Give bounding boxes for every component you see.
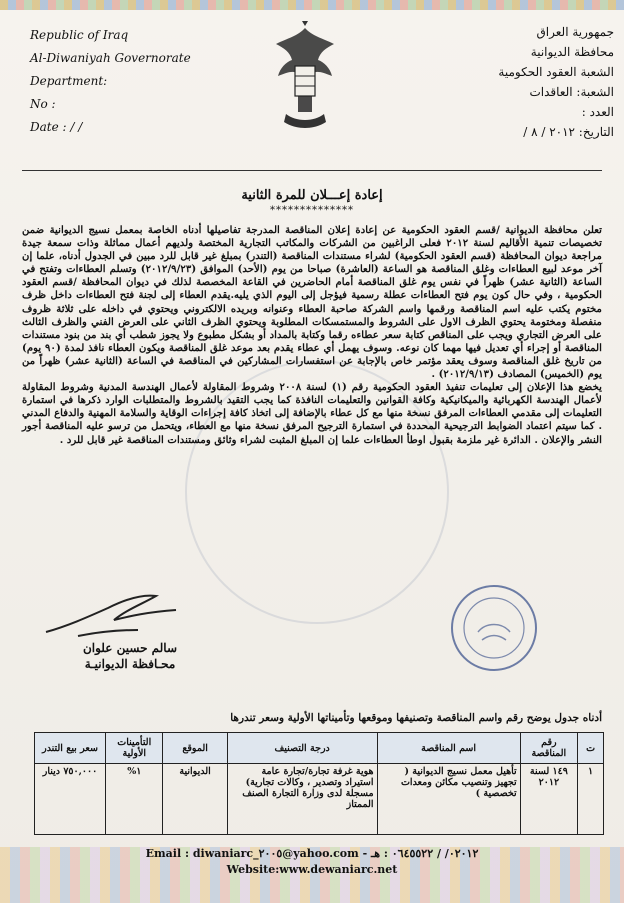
republic-en: Republic of Iraq [30,28,129,42]
tender-table [34,732,604,835]
table-header-row [35,733,604,764]
department-label: Department: [30,74,108,88]
number-label-en: No : [30,97,56,111]
header-classification: درجة التصنيف [227,733,377,764]
table-row [35,764,604,835]
table-intro: أدناه جدول يوضح رقم واسم المناقصة وتصنيفها وموقعها وتأميناتها الأولية وسعر تندرها [230,712,602,724]
republic-ar: جمهورية العراق [536,25,614,39]
cell-seq: ١ [578,764,604,835]
announcement-title: إعادة إعـــلان للمرة الثانية [241,188,383,203]
body-paragraph-2: يخضع هذا الإعلان إلى تعليمات تنفيذ العقود الحكومية رقم (١) لسنة ٢٠٠٨ وشروط المقاولة لأعمال الهندسة المدنية وشروط المقاولة لأعمال الهندسة الكهربائية والميكانيكية وكافة القوانين والتعليمات النافذة كما يجب التقيد بالشروط والمتطلبات الوارد ذكرها في استمارة التعليمات إلى مقدمي العطاءات المرفق نسخة منها مع كل عطاء بالإضافة إلى اتخاذ كافة إجراءات الوقاية والسلامة المهنية والدفاع المدني . كما سيتم اعتماد الضوابط الترجيحية المحددة في استمارة الترجيح المرفق نسخة منها مع العطاء، ويتحمل من ترسو عليه المناقصة أجور النشر والإعلان . الدائرة غير ملزمة بقبول اوطأ العطاءات علما إن المبلغ المثبت لشراء وثائق ومستندات المناقصة غير قابل للرد . [22,381,602,446]
header-price: سعر بيع التندر [35,733,106,764]
header-name: اسم المناقصة [377,733,520,764]
handwritten-signature [38,586,188,644]
section-ar: الشعبة العقود الحكومية [498,65,614,79]
cell-location: الديوانية [163,764,227,835]
cell-price: ٧٥٠,٠٠٠ دينار [35,764,106,835]
cell-name: تأهيل معمل نسيج الديوانية ( تجهيز وتنصيب مكائن ومعدات تخصصية ) [377,764,520,835]
official-stamp [448,582,540,674]
number-label-ar: العدد : [581,105,614,119]
iraq-emblem-icon [268,18,342,140]
governorate-ar: محافظة الديوانية [530,45,614,59]
header-insurance: التأمينات الأولية [106,733,163,764]
division-ar: الشعبة: العاقدات [529,85,614,99]
english-letterhead [30,24,240,139]
cell-classification: هوية غرفة تجارة/تجارة عامة استيراد وتصدير ، وكالات تجارية) مسجلة لدى وزارة التجارة الصنف الممتاز [227,764,377,835]
signer-block [60,640,200,672]
header-seq: ت [578,733,604,764]
footer-website: Website:www.dewaniarc.net [226,863,398,876]
arabic-letterhead [454,22,614,142]
governorate-en: Al-Diwaniyah Governorate [30,51,191,65]
date-label-ar: التاريخ: ٢٠١٢ / ٨ / [523,125,614,139]
body-paragraph-1: تعلن محافظة الديوانية /قسم العقود الحكومية عن إعادة إعلان المناقصة المدرجة تفاصيلها أدناه الخاصة بمعمل نسيج الديوانية ضمن تخصيصات تنمية الأقاليم لسنة ٢٠١٢ فعلى الراغبين من الشركات والمكاتب التجارية المختصة ولديهم أعمال مماثلة وذات سمعة جيدة مراجعة ديوان المحافظة (قسم العقود الحكومية) لشراء مستندات المناقصة (التندر) بمبلغ غير قابل للرد مبين في الجدول أدناه، علما إن آخر موعد لبيع العطاءات وغلق المناقصة هو الساعة (العاشرة) صباحا من يوم (الأحد) الموافق (٢٠١٢/٩/٢٣) وتسلم العطاءات وتفتح في الساعة (الثانية عشر) ظهراً في نفس يوم غلق المناقصة أمام الحاضرين في القاعة المخصصة لذلك في ديوان المحافظة /قسم العقود الحكومية ، وفي حال كون يوم فتح العطاءات عطلة رسمية فيؤجل إلى اليوم الذي يليه.يقدم العطاء إلى لجنة فتح العطاءات داخل ظرف مختوم يكتب عليه اسم المناقصة ورقمها واسم الشركة صاحبة العطاء وعنوانه وبريده الالكتروني ويحتوي في داخله على ثلاثة ظروف منفصلة ومختومة يحتوي الظرف الاول على الشروط والمستمسكات المطلوبة ويحتوي الظرف الثاني على العرض الفني والظرف الثالث على العرض التجاري ويجب على المناقص كتابة سعر عطاءه رقما وكتابة بالمداد أو بشكل مطبوع ولا يجوز شطب أي بند من بنود مستندات المناقصة أو إجراء أي تعديل فيها مهما كان نوعه. وسوف يهمل أي عطاء يقدم بعد موعد غلق المناقصة ويكون العطاء نافذ لمدة (٩٠ يوم) من تاريخ غلق المناقصة وسوف يعقد مؤتمر خاص بالإجابة عن استفسارات المشاركين في المناقصة في الساعة (الثانية عشر) ظهراً من يوم (الخميس) المصادف (٢٠١٢/٩/١٣) . [22,224,602,381]
header-location: الموقع [163,733,227,764]
announcement-body [22,224,602,447]
cell-number: ١٤٩ لسنة ٢٠١٢ [520,764,577,835]
title-stars: ************** [270,205,354,216]
header-number: رقم المناقصة [520,733,577,764]
signer-title: محـافظة الديوانيـة [84,657,176,671]
footer-email-phone: Email : diwaniarc_٢٠٠٥@yahoo.com - ٠٢٠١٢/ / ٠٦٤٥٥٢٢ : هـ [145,847,479,860]
decorative-border-top [0,0,624,10]
header-divider [22,170,602,171]
cell-insurance: ١% [106,764,163,835]
footer-contact [0,846,624,878]
signer-name: سالم حسين علوان [82,641,178,655]
date-label-en: Date : / / [30,120,83,134]
